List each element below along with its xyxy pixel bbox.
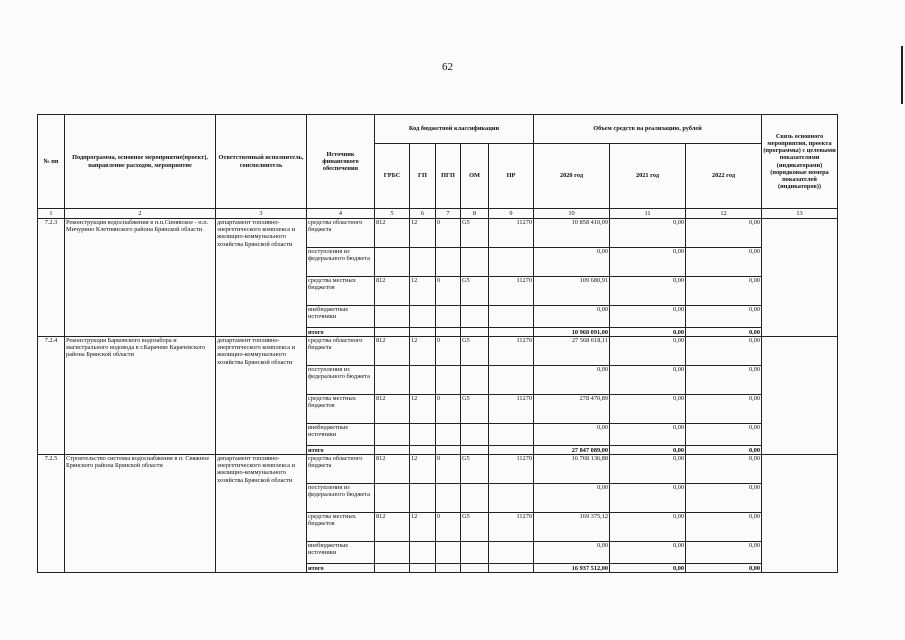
code-gp xyxy=(410,484,436,513)
code-pgp: 0 xyxy=(436,395,461,424)
code-pgp xyxy=(436,484,461,513)
code-pgp: 0 xyxy=(436,513,461,542)
measure-name: Строительство системы водоснабжения в п. Свяжное Брянского района Брянской области xyxy=(65,455,216,573)
total-label: итого xyxy=(307,564,375,573)
col-header-executor: Ответственный исполнитель, соисполнитель xyxy=(216,115,307,209)
total-2022: 0,00 xyxy=(686,446,762,455)
code-om: G5 xyxy=(461,455,489,484)
amount-2021: 0,00 xyxy=(610,455,686,484)
code-grbs: 812 xyxy=(375,395,410,424)
total-2020: 10 968 091,00 xyxy=(534,328,610,337)
col-header-nr: НР xyxy=(489,144,534,209)
total-2021: 0,00 xyxy=(610,328,686,337)
code-pgp xyxy=(436,328,461,337)
group-7-2-3 xyxy=(38,219,838,337)
col-header-om: ОМ xyxy=(461,144,489,209)
amount-2022: 0,00 xyxy=(686,306,762,328)
code-grbs xyxy=(375,306,410,328)
code-pgp: 0 xyxy=(436,219,461,248)
col-number: 11 xyxy=(610,209,686,219)
code-om xyxy=(461,484,489,513)
code-pgp xyxy=(436,306,461,328)
code-gp xyxy=(410,424,436,446)
code-grbs xyxy=(375,446,410,455)
col-header-kbk-group: Код бюджетной классификации xyxy=(375,115,534,144)
row-number: 7.2.3 xyxy=(38,219,65,337)
code-gp: 12 xyxy=(410,277,436,306)
table-row xyxy=(38,455,838,484)
code-gp xyxy=(410,564,436,573)
total-2021: 0,00 xyxy=(610,446,686,455)
code-pgp xyxy=(436,564,461,573)
amount-2022: 0,00 xyxy=(686,395,762,424)
col-number: 1 xyxy=(38,209,65,219)
code-pgp xyxy=(436,446,461,455)
code-nr: 11270 xyxy=(489,395,534,424)
code-gp: 12 xyxy=(410,513,436,542)
code-nr xyxy=(489,306,534,328)
row-number: 7.2.5 xyxy=(38,455,65,573)
funding-source: поступления из федерального бюджета xyxy=(307,366,375,395)
col-number: 5 xyxy=(375,209,410,219)
col-number: 12 xyxy=(686,209,762,219)
code-om xyxy=(461,564,489,573)
col-header-source: Источник финансового обеспечения xyxy=(307,115,375,209)
group-7-2-4 xyxy=(38,337,838,455)
code-nr: 11270 xyxy=(489,513,534,542)
code-nr: 11270 xyxy=(489,219,534,248)
code-nr xyxy=(489,542,534,564)
measure-name: Реконструкция водоснабжения в н.п.Синявское - н.п. Мичурино Клетнянского района Брянской области xyxy=(65,219,216,337)
total-label: итого xyxy=(307,446,375,455)
code-grbs xyxy=(375,484,410,513)
budget-table xyxy=(37,114,838,573)
amount-2021: 0,00 xyxy=(610,219,686,248)
amount-2021: 0,00 xyxy=(610,542,686,564)
code-gp: 12 xyxy=(410,337,436,366)
code-pgp xyxy=(436,424,461,446)
amount-2022: 0,00 xyxy=(686,337,762,366)
amount-2022: 0,00 xyxy=(686,277,762,306)
code-pgp xyxy=(436,542,461,564)
col-number: 8 xyxy=(461,209,489,219)
amount-2020: 10 858 410,09 xyxy=(534,219,610,248)
amount-2020: 109 680,91 xyxy=(534,277,610,306)
funding-source: средства местных бюджетов xyxy=(307,277,375,306)
code-nr: 11270 xyxy=(489,455,534,484)
amount-2021: 0,00 xyxy=(610,248,686,277)
code-nr xyxy=(489,446,534,455)
amount-2022: 0,00 xyxy=(686,484,762,513)
total-label: итого xyxy=(307,328,375,337)
page-number: 62 xyxy=(442,61,453,73)
amount-2020: 278 470,89 xyxy=(534,395,610,424)
col-header-gp: ГП xyxy=(410,144,436,209)
code-gp xyxy=(410,328,436,337)
funding-source: средства местных бюджетов xyxy=(307,395,375,424)
code-gp xyxy=(410,366,436,395)
column-numbers-row xyxy=(38,209,838,219)
code-grbs xyxy=(375,366,410,395)
col-number: 13 xyxy=(762,209,838,219)
amount-2020: 0,00 xyxy=(534,484,610,513)
amount-2020: 27 568 618,11 xyxy=(534,337,610,366)
code-grbs xyxy=(375,328,410,337)
code-om xyxy=(461,542,489,564)
amount-2021: 0,00 xyxy=(610,337,686,366)
code-om: G5 xyxy=(461,395,489,424)
code-grbs xyxy=(375,564,410,573)
col-header-link: Связь основного мероприятия, проекта (программы) с целевыми показателями (индикаторами) (порядковые номера показателей (индикаторов)) xyxy=(762,115,838,209)
amount-2022: 0,00 xyxy=(686,366,762,395)
funding-source: внебюджетные источники xyxy=(307,424,375,446)
total-2020: 27 847 089,00 xyxy=(534,446,610,455)
col-number: 4 xyxy=(307,209,375,219)
funding-source: поступления из федерального бюджета xyxy=(307,484,375,513)
amount-2022: 0,00 xyxy=(686,542,762,564)
funding-source: поступления из федерального бюджета xyxy=(307,248,375,277)
amount-2021: 0,00 xyxy=(610,306,686,328)
amount-2021: 0,00 xyxy=(610,277,686,306)
total-2020: 16 937 512,00 xyxy=(534,564,610,573)
code-pgp: 0 xyxy=(436,277,461,306)
code-om: G5 xyxy=(461,337,489,366)
code-om xyxy=(461,248,489,277)
amount-2020: 16 768 136,88 xyxy=(534,455,610,484)
col-number: 9 xyxy=(489,209,534,219)
amount-2020: 0,00 xyxy=(534,248,610,277)
col-number: 10 xyxy=(534,209,610,219)
code-pgp: 0 xyxy=(436,455,461,484)
col-header-year-2022: 2022 год xyxy=(686,144,762,209)
amount-2021: 0,00 xyxy=(610,424,686,446)
code-nr xyxy=(489,366,534,395)
code-om: G5 xyxy=(461,219,489,248)
amount-2022: 0,00 xyxy=(686,455,762,484)
amount-2021: 0,00 xyxy=(610,366,686,395)
funding-source: средства местных бюджетов xyxy=(307,513,375,542)
code-grbs: 812 xyxy=(375,337,410,366)
total-2022: 0,00 xyxy=(686,564,762,573)
amount-2021: 0,00 xyxy=(610,395,686,424)
amount-2020: 0,00 xyxy=(534,366,610,395)
amount-2020: 169 375,12 xyxy=(534,513,610,542)
executor-name: департамент топливно-энергетического комплекса и жилищно-коммунального хозяйства Брянской области xyxy=(216,219,307,337)
col-number: 7 xyxy=(436,209,461,219)
amount-2020: 0,00 xyxy=(534,306,610,328)
indicator-link xyxy=(762,219,838,337)
code-gp xyxy=(410,542,436,564)
funding-source: средства областного бюджета xyxy=(307,455,375,484)
amount-2022: 0,00 xyxy=(686,513,762,542)
table-row xyxy=(38,219,838,248)
code-gp xyxy=(410,446,436,455)
code-gp: 12 xyxy=(410,219,436,248)
code-nr xyxy=(489,424,534,446)
code-nr xyxy=(489,484,534,513)
col-number: 2 xyxy=(65,209,216,219)
code-om xyxy=(461,424,489,446)
code-grbs: 812 xyxy=(375,219,410,248)
code-om xyxy=(461,446,489,455)
col-header-pgp: ПГП xyxy=(436,144,461,209)
measure-name: Реконструкция Барковского водозабора и магистрального водовода в г.Карачеве Карачевского района Брянской области xyxy=(65,337,216,455)
col-header-amount-group: Объем средств на реализацию, рублей xyxy=(534,115,762,144)
col-header-no: № пп xyxy=(38,115,65,209)
col-header-year-2021: 2021 год xyxy=(610,144,686,209)
amount-2020: 0,00 xyxy=(534,542,610,564)
funding-source: внебюджетные источники xyxy=(307,542,375,564)
amount-2022: 0,00 xyxy=(686,219,762,248)
code-grbs xyxy=(375,424,410,446)
row-number: 7.2.4 xyxy=(38,337,65,455)
code-om xyxy=(461,366,489,395)
code-om xyxy=(461,306,489,328)
col-header-subprogram: Подпрограмма, основное мероприятие(проект), направление расходов, мероприятие xyxy=(65,115,216,209)
amount-2021: 0,00 xyxy=(610,513,686,542)
code-pgp xyxy=(436,248,461,277)
code-nr xyxy=(489,248,534,277)
indicator-link xyxy=(762,337,838,455)
amount-2022: 0,00 xyxy=(686,424,762,446)
code-pgp: 0 xyxy=(436,337,461,366)
code-grbs: 812 xyxy=(375,455,410,484)
code-om: G5 xyxy=(461,277,489,306)
code-nr: 11270 xyxy=(489,277,534,306)
code-grbs xyxy=(375,542,410,564)
margin-rule xyxy=(901,46,903,104)
total-2022: 0,00 xyxy=(686,328,762,337)
code-gp xyxy=(410,306,436,328)
funding-source: средства областного бюджета xyxy=(307,219,375,248)
code-nr: 11270 xyxy=(489,337,534,366)
executor-name: департамент топливно-энергетического комплекса и жилищно-коммунального хозяйства Брянской области xyxy=(216,455,307,573)
group-7-2-5 xyxy=(38,455,838,573)
code-gp: 12 xyxy=(410,455,436,484)
col-number: 3 xyxy=(216,209,307,219)
amount-2022: 0,00 xyxy=(686,248,762,277)
code-grbs xyxy=(375,248,410,277)
code-grbs: 812 xyxy=(375,277,410,306)
code-nr xyxy=(489,328,534,337)
funding-source: внебюджетные источники xyxy=(307,306,375,328)
amount-2020: 0,00 xyxy=(534,424,610,446)
col-header-year-2020: 2020 год xyxy=(534,144,610,209)
col-header-grbs: ГРБС xyxy=(375,144,410,209)
code-om xyxy=(461,328,489,337)
total-2021: 0,00 xyxy=(610,564,686,573)
table-row xyxy=(38,337,838,366)
code-om: G5 xyxy=(461,513,489,542)
amount-2021: 0,00 xyxy=(610,484,686,513)
code-grbs: 812 xyxy=(375,513,410,542)
indicator-link xyxy=(762,455,838,573)
code-nr xyxy=(489,564,534,573)
code-pgp xyxy=(436,366,461,395)
code-gp: 12 xyxy=(410,395,436,424)
col-number: 6 xyxy=(410,209,436,219)
code-gp xyxy=(410,248,436,277)
funding-source: средства областного бюджета xyxy=(307,337,375,366)
executor-name: департамент топливно-энергетического комплекса и жилищно-коммунального хозяйства Брянской области xyxy=(216,337,307,455)
